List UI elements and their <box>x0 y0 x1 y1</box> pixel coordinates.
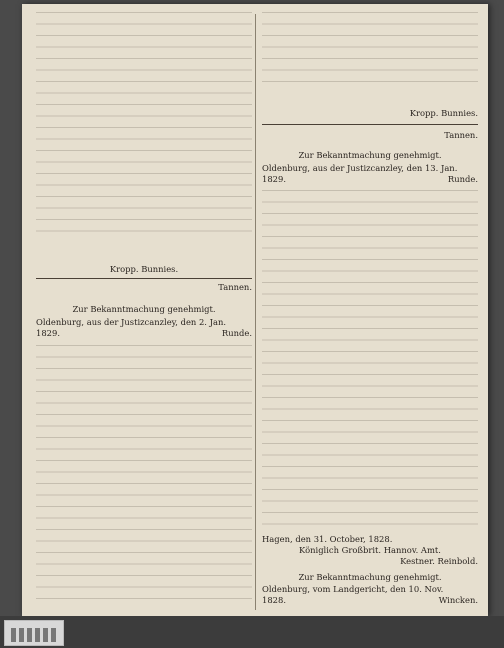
newspaper-page <box>22 4 488 616</box>
library-logo-icon <box>4 620 64 646</box>
signers: Kestner. Reinbold. <box>400 556 478 566</box>
office-name: Königlich Großbrit. Hannov. Amt. <box>299 545 441 555</box>
notice-body-2 <box>36 345 252 607</box>
dateline: Oldenburg, aus der Justizcanzley, den 13. Jan. <box>262 163 458 173</box>
signer: Wincken. <box>438 595 478 605</box>
year: 1828. <box>262 595 286 605</box>
year: 1829. <box>262 174 286 184</box>
viewer-footer <box>0 616 504 648</box>
separator <box>36 278 252 279</box>
left-column <box>36 12 252 608</box>
notice-heading: Zur Bekanntmachung genehmigt. <box>298 572 442 582</box>
signer: Runde. <box>221 328 252 338</box>
signature: Tannen. <box>218 282 252 292</box>
right-column <box>262 12 478 608</box>
separator <box>262 124 478 125</box>
dateline: Oldenburg, vom Landgericht, den 10. Nov. <box>262 584 444 594</box>
signer: Runde. <box>447 174 478 184</box>
year: 1829. <box>36 328 60 338</box>
dateline: Oldenburg, aus der Justizcanzley, den 2. Jan. <box>36 317 227 327</box>
signature: Tannen. <box>444 130 478 140</box>
notice-body-4 <box>262 190 478 530</box>
signature: Kropp. Bunnies. <box>109 264 179 274</box>
column-divider <box>255 14 256 610</box>
dateline: Hagen, den 31. October, 1828. <box>262 534 393 544</box>
notice-heading: Zur Bekanntmachung genehmigt. <box>298 150 442 160</box>
notice-heading: Zur Bekanntmachung genehmigt. <box>72 304 216 314</box>
signature: Kropp. Bunnies. <box>409 108 478 118</box>
notice-body-3 <box>262 12 478 90</box>
notice-body-1 <box>36 12 252 234</box>
